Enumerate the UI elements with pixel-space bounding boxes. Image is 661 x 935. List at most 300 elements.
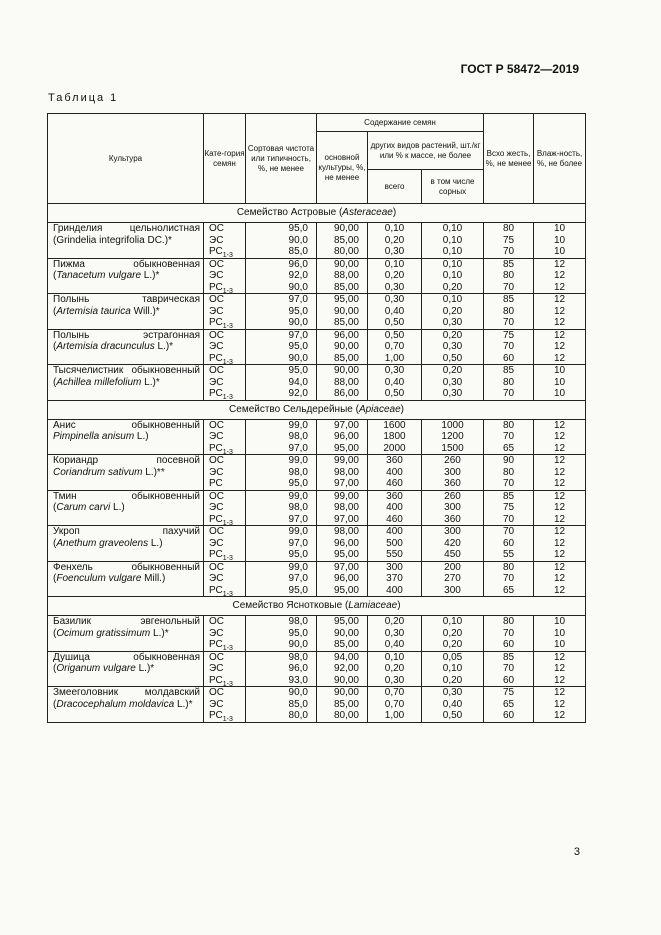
weed-values	[422, 223, 484, 259]
col-content-group: Содержание семян	[317, 114, 484, 132]
crop-row	[48, 223, 586, 259]
seed-category	[209, 282, 245, 294]
value: 0,20	[384, 663, 405, 674]
crop-name-ru: Тысячелистник обыкновенный	[53, 365, 200, 376]
col-moisture: Влаж-ность, %, не более	[534, 114, 586, 204]
value: 400	[386, 584, 403, 596]
purity-values	[246, 329, 317, 365]
value: 0,70	[384, 698, 405, 710]
value: 0,40	[384, 639, 405, 650]
latin-author: Mill.)	[141, 573, 166, 584]
value: 95,0	[288, 627, 308, 639]
main-crop-values	[317, 258, 368, 294]
latin-author: L.)*	[174, 698, 193, 710]
crop-name-latin	[53, 699, 200, 711]
weed-values	[422, 616, 484, 652]
value: 0,20	[384, 270, 405, 281]
seed-category	[209, 306, 245, 318]
seed-category-code: ОС	[209, 294, 224, 305]
value: 1,00	[384, 352, 405, 364]
value: 85,00	[333, 317, 359, 328]
family-latin: Asteraceae	[342, 207, 393, 219]
seed-categories	[204, 561, 246, 597]
value: 85	[502, 651, 515, 663]
value: 1600	[383, 419, 406, 431]
value: 12	[553, 674, 566, 686]
value: 12	[553, 513, 566, 525]
germination-values	[484, 258, 534, 294]
seed-category	[209, 341, 245, 353]
latin-author: L.)	[148, 537, 163, 549]
seed-category	[209, 639, 245, 651]
moisture-values	[534, 616, 586, 652]
seed-category-code: ОС	[209, 687, 224, 698]
main-crop-values	[317, 365, 368, 401]
value: 80,00	[333, 246, 359, 257]
seed-category	[209, 562, 245, 574]
latin-author: L.)	[110, 502, 125, 513]
value: 1500	[441, 442, 464, 454]
value: 90,00	[333, 674, 359, 686]
value: 400	[386, 466, 403, 478]
purity-values	[246, 616, 317, 652]
latin-binomial: Carum carvi	[56, 502, 111, 513]
crop-row	[48, 490, 586, 526]
value: 75	[502, 329, 515, 341]
seed-categories	[204, 616, 246, 652]
purity-values	[246, 455, 317, 491]
seed-category	[209, 388, 245, 400]
crop-name-latin: (Grindelia integrifolia DC.)*	[53, 234, 172, 246]
seed-categories	[204, 223, 246, 259]
crop-name-latin	[53, 467, 200, 479]
crop-name	[48, 490, 204, 526]
seed-category-sub: 1-3	[222, 394, 233, 401]
crop-name	[48, 365, 204, 401]
value: 0,20	[442, 674, 463, 686]
crop-name-ru: Гринделия цельнолистная	[53, 223, 200, 234]
family-latin: Lamiaceae	[348, 600, 398, 612]
family-label: Семейство Астровые (	[236, 207, 343, 219]
seed-category-sub: 1-3	[222, 252, 233, 259]
latin-author: Will.)*	[130, 305, 160, 317]
value: 12	[553, 502, 566, 513]
value: 0,50	[442, 352, 463, 364]
seed-category	[209, 585, 245, 597]
value: 97,0	[288, 513, 308, 525]
latin-binomial: Tanacetum vulgare	[56, 270, 142, 281]
family-label-end: )	[400, 403, 404, 415]
value: 70	[502, 573, 515, 584]
seed-category-sub: 1-3	[222, 645, 233, 652]
seed-category-code: ЭС	[209, 502, 224, 513]
value: 80,0	[288, 710, 308, 721]
value: 0,70	[384, 341, 405, 352]
value: 90,0	[288, 639, 308, 650]
crop-name-ru: Укроп пахучий	[53, 526, 200, 537]
crop-name-ru: Полынь таврическая	[53, 294, 200, 305]
value: 12	[553, 651, 566, 663]
value: 95,0	[288, 341, 308, 352]
value: 0,10	[442, 270, 463, 281]
value: 360	[444, 513, 461, 525]
germination-values	[484, 616, 534, 652]
latin-binomial: Achillea millefolium	[56, 376, 142, 388]
family-label: Семейство Яснотковые (	[232, 600, 349, 612]
value: 85	[502, 490, 515, 502]
moisture-values	[534, 651, 586, 687]
latin-open: (	[53, 270, 57, 281]
crop-name-latin	[53, 573, 200, 585]
value: 95,00	[333, 616, 359, 627]
value: 0,30	[442, 317, 463, 328]
value: 85,00	[333, 352, 359, 364]
seed-category-code: РС	[209, 281, 223, 293]
col-germination: Всхо жесть, %, не менее	[484, 114, 534, 204]
moisture-values	[534, 329, 586, 365]
value: 12	[553, 258, 566, 270]
seed-categories	[204, 490, 246, 526]
latin-author: L.)**	[142, 466, 165, 478]
value: 0,30	[442, 388, 463, 399]
value: 10	[553, 223, 566, 234]
seed-category-code: РС	[209, 513, 223, 525]
value: 12	[553, 270, 566, 281]
value: 95,0	[288, 223, 308, 234]
purity-values	[246, 294, 317, 330]
purity-values	[246, 419, 317, 455]
latin-author: L.)	[134, 431, 149, 442]
value: 12	[553, 352, 566, 364]
crop-name	[48, 329, 204, 365]
value: 95,00	[333, 549, 359, 560]
value: 0,20	[442, 281, 463, 293]
value: 0,10	[384, 223, 405, 234]
value: 85,00	[333, 281, 359, 293]
value: 80	[502, 376, 515, 388]
germination-values	[484, 419, 534, 455]
seed-category-code: ОС	[209, 419, 224, 431]
seed-category	[209, 675, 245, 687]
latin-open: (	[53, 537, 57, 549]
crop-name-latin	[53, 431, 200, 443]
moisture-values	[534, 561, 586, 597]
value: 97,0	[288, 442, 308, 454]
value: 85	[502, 365, 515, 376]
seed-category-code: ЭС	[209, 698, 224, 710]
value: 12	[553, 584, 566, 596]
value: 10	[553, 616, 566, 627]
value: 0,10	[442, 294, 463, 305]
seed-category-code: ОС	[209, 526, 224, 537]
value: 10	[553, 376, 566, 388]
value: 70	[502, 246, 515, 257]
value: 95,0	[288, 305, 308, 317]
value: 95,0	[288, 584, 308, 596]
seed-categories	[204, 294, 246, 330]
value: 0,30	[442, 687, 463, 698]
crop-name-ru: Душица обыкновенная	[53, 651, 200, 663]
seed-category-code: ЭС	[209, 627, 224, 639]
family-heading	[48, 400, 586, 419]
value: 92,00	[333, 663, 359, 674]
value: 97,00	[333, 419, 359, 431]
value: 90,0	[288, 281, 308, 293]
col-purity: Сортовая чистота или типичность, %, не менее	[246, 114, 317, 204]
seed-category-code: ЭС	[209, 376, 224, 388]
crop-row	[48, 687, 586, 723]
seed-category	[209, 365, 245, 377]
seed-category-code: РС	[209, 639, 223, 650]
value: 97,0	[288, 537, 308, 549]
value: 90,0	[288, 234, 308, 246]
value: 12	[553, 329, 566, 341]
value: 55	[502, 549, 515, 560]
latin-open: (	[53, 376, 57, 388]
value: 12	[553, 526, 566, 537]
crop-name	[48, 223, 204, 259]
page-number: 3	[573, 846, 580, 858]
value: 80	[502, 616, 515, 627]
other-total-values	[368, 365, 422, 401]
value: 0,20	[384, 234, 405, 246]
crop-row	[48, 526, 586, 562]
value: 90,00	[333, 223, 359, 234]
value: 70	[502, 513, 515, 525]
germination-values	[484, 526, 534, 562]
crop-name-ru: Анис обыкновенный	[53, 419, 200, 431]
crop-name-latin	[53, 502, 200, 514]
value: 0,40	[384, 376, 405, 388]
seed-category	[209, 628, 245, 640]
main-crop-values	[317, 419, 368, 455]
moisture-values	[534, 258, 586, 294]
latin-binomial: Ocimum gratissimum	[56, 627, 151, 639]
seed-category-code: ЭС	[209, 431, 224, 442]
crop-name	[48, 419, 204, 455]
value: 99,0	[288, 419, 308, 431]
crop-name-latin	[53, 306, 200, 318]
value: 75	[502, 687, 515, 698]
value: 95,00	[333, 442, 359, 454]
purity-values	[246, 526, 317, 562]
seed-category	[209, 235, 245, 247]
crop-name	[48, 526, 204, 562]
value: 0,10	[442, 246, 463, 257]
value: 75	[502, 502, 515, 513]
value: 12	[553, 663, 566, 674]
value: 70	[502, 663, 515, 674]
value: 80	[502, 305, 515, 317]
value: 0,30	[384, 627, 405, 639]
value: 98,0	[288, 431, 308, 442]
seed-category	[209, 467, 245, 479]
seed-category-sub: 1-3	[222, 287, 233, 295]
germination-values	[484, 490, 534, 526]
seed-category-code: ОС	[209, 616, 224, 627]
value: 92,0	[288, 388, 308, 399]
value: 65	[502, 442, 515, 454]
value: 200	[444, 561, 461, 573]
latin-open: (	[53, 305, 57, 317]
seed-category	[209, 223, 245, 235]
weed-values	[422, 455, 484, 491]
value: 97,00	[333, 561, 359, 573]
value: 12	[553, 305, 566, 317]
latin-open: (	[53, 573, 57, 584]
value: 450	[444, 549, 461, 560]
crop-name-latin	[53, 270, 200, 282]
value: 2000	[383, 442, 406, 454]
main-crop-values	[317, 329, 368, 365]
value: 88,00	[333, 270, 359, 281]
value: 90,0	[288, 352, 308, 364]
value: 85,0	[288, 698, 308, 710]
value: 10	[553, 388, 566, 399]
main-crop-values	[317, 223, 368, 259]
crop-name	[48, 651, 204, 687]
seed-category-sub: 1-3	[222, 519, 233, 527]
seed-category	[209, 330, 245, 342]
seed-category-code: ОС	[209, 365, 224, 376]
value: 0,10	[442, 258, 463, 270]
family-heading	[48, 204, 586, 223]
weed-values	[422, 419, 484, 455]
seed-category-code: ЭС	[209, 341, 224, 352]
purity-values	[246, 651, 317, 687]
value: 95,00	[333, 584, 359, 596]
other-total-values	[368, 419, 422, 455]
value: 300	[444, 466, 461, 478]
moisture-values	[534, 490, 586, 526]
seed-category-code: ОС	[209, 455, 224, 466]
seed-category	[209, 353, 245, 365]
seed-category-code: РС	[209, 674, 223, 686]
value: 96,00	[333, 537, 359, 549]
seed-category-sub: 1-3	[222, 555, 233, 562]
moisture-values	[534, 687, 586, 723]
value: 80,00	[333, 710, 359, 721]
value: 0,05	[442, 651, 463, 663]
value: 85,0	[288, 246, 308, 257]
value: 370	[386, 573, 403, 584]
value: 300	[444, 584, 461, 596]
col-weeds: в том числе сорных	[422, 170, 484, 204]
value: 80	[502, 223, 515, 234]
value: 98,0	[288, 651, 308, 663]
value: 70	[502, 341, 515, 352]
value: 90,00	[333, 305, 359, 317]
other-total-values	[368, 455, 422, 491]
value: 80	[502, 561, 515, 573]
value: 98,0	[288, 502, 308, 513]
crop-name-ru: Полынь эстрагонная	[53, 329, 200, 341]
value: 98,0	[288, 616, 308, 627]
seed-category	[209, 502, 245, 514]
value: 97,0	[288, 573, 308, 584]
value: 400	[386, 526, 403, 537]
value: 70	[502, 281, 515, 293]
latin-binomial: Coriandrum sativum	[53, 466, 143, 478]
seed-category-sub: 1-3	[222, 323, 233, 330]
value: 10	[553, 639, 566, 650]
value: 96,0	[288, 663, 308, 674]
crop-name-latin	[53, 663, 200, 675]
value: 0,10	[442, 234, 463, 246]
seed-category	[209, 455, 245, 467]
seed-category-code: ЭС	[209, 466, 224, 478]
seed-category	[209, 443, 245, 455]
other-total-values	[368, 490, 422, 526]
seed-category	[209, 687, 245, 699]
seed-category-code: ЭС	[209, 234, 224, 246]
moisture-values	[534, 419, 586, 455]
crop-name-ru: Змееголовник молдавский	[53, 687, 200, 698]
seed-category-code: РС	[209, 478, 223, 489]
col-culture: Культура	[48, 114, 204, 204]
value: 98,00	[333, 526, 359, 537]
value: 70	[502, 317, 515, 328]
crop-name	[48, 616, 204, 652]
germination-values	[484, 561, 534, 597]
value: 0,50	[384, 317, 405, 328]
value: 97,00	[333, 478, 359, 489]
value: 60	[502, 352, 515, 364]
main-crop-values	[317, 651, 368, 687]
value: 400	[386, 502, 403, 513]
latin-open: (	[53, 698, 57, 710]
value: 90,0	[288, 687, 308, 698]
seed-category-code: ОС	[209, 329, 224, 341]
seed-category-code: РС	[209, 584, 223, 596]
other-total-values	[368, 651, 422, 687]
seed-categories	[204, 455, 246, 491]
value: 1,00	[384, 710, 405, 721]
seed-category-code: ОС	[209, 561, 224, 573]
value: 0,20	[442, 329, 463, 341]
value: 0,20	[442, 639, 463, 650]
main-crop-values	[317, 455, 368, 491]
latin-author: L.)*	[150, 627, 169, 639]
value: 97,0	[288, 329, 308, 341]
seed-category-code: ЭС	[209, 305, 224, 317]
latin-binomial: Foenculum vulgare	[56, 573, 142, 584]
crop-name	[48, 561, 204, 597]
value: 0,50	[384, 329, 405, 341]
main-crop-values	[317, 616, 368, 652]
value: 90	[502, 455, 515, 466]
value: 12	[553, 698, 566, 710]
purity-values	[246, 561, 317, 597]
family-label-end: )	[397, 600, 401, 612]
value: 90,0	[288, 317, 308, 328]
value: 85	[502, 258, 515, 270]
value: 94,00	[333, 651, 359, 663]
crop-name-ru: Пижма обыкновенная	[53, 258, 200, 270]
value: 500	[386, 537, 403, 549]
main-crop-values	[317, 561, 368, 597]
value: 270	[444, 573, 461, 584]
value: 70	[502, 478, 515, 489]
value: 85,00	[333, 234, 359, 246]
crop-name-ru: Кориандр посевной	[53, 455, 200, 466]
weed-values	[422, 365, 484, 401]
value: 12	[553, 549, 566, 560]
latin-binomial: Anethum graveolens	[56, 537, 149, 549]
value: 10	[553, 246, 566, 257]
value: 12	[553, 478, 566, 489]
seed-categories	[204, 419, 246, 455]
